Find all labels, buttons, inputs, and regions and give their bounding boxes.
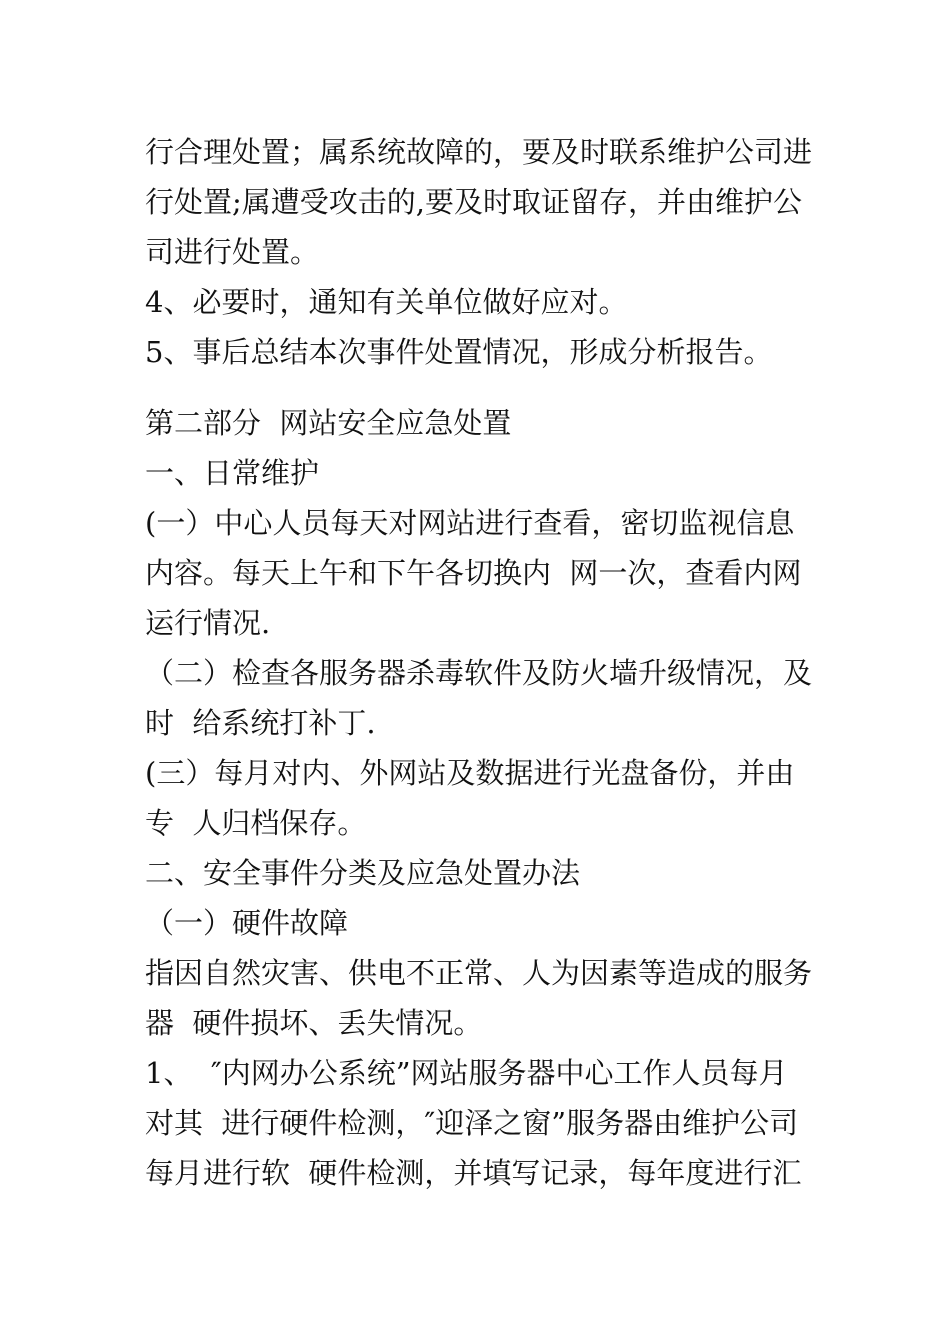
text-line: 1、 ″内网办公系统”网站服务器中心工作人员每月 [145,1056,788,1090]
text-line: 指因自然灾害、供电不正常、人为因素等造成的服务 [145,956,813,990]
text-line: (三）每月对内、外网站及数据进行光盘备份，并由 [145,756,795,790]
subsection-heading: 一、日常维护 [145,456,320,490]
subsection-heading: 二、安全事件分类及应急处置办法 [145,856,581,890]
text-line: 运行情况. [145,606,271,640]
text-line: 内容。每天上午和下午各切换内 网一次，查看内网 [145,556,802,590]
text-line: 行处置;属遭受攻击的,要及时取证留存，并由维护公 [145,185,802,219]
item-heading: （一）硬件故障 [145,906,349,940]
section-heading: 第二部分 网站安全应急处置 [145,406,512,440]
text-line: 司进行处置。 [145,235,320,269]
text-line: 专 人归档保存。 [145,806,367,840]
text-line: (一）中心人员每天对网站进行查看，密切监视信息 [145,506,795,540]
text-line: 时 给系统打补丁. [145,706,376,740]
text-line: （二）检查各服务器杀毒软件及防火墙升级情况，及 [145,656,813,690]
text-line: 4、必要时，通知有关单位做好应对。 [145,285,628,319]
text-line: 行合理处置；属系统故障的，要及时联系维护公司进 [145,135,813,169]
text-line: 每月进行软 硬件检测，并填写记录，每年度进行汇 [145,1156,802,1190]
text-line: 5、事后总结本次事件处置情况，形成分析报告。 [145,335,773,369]
text-line: 器 硬件损坏、丢失情况。 [145,1006,483,1040]
text-line: 对其 进行硬件检测，″迎泽之窗”服务器由维护公司 [145,1106,799,1140]
